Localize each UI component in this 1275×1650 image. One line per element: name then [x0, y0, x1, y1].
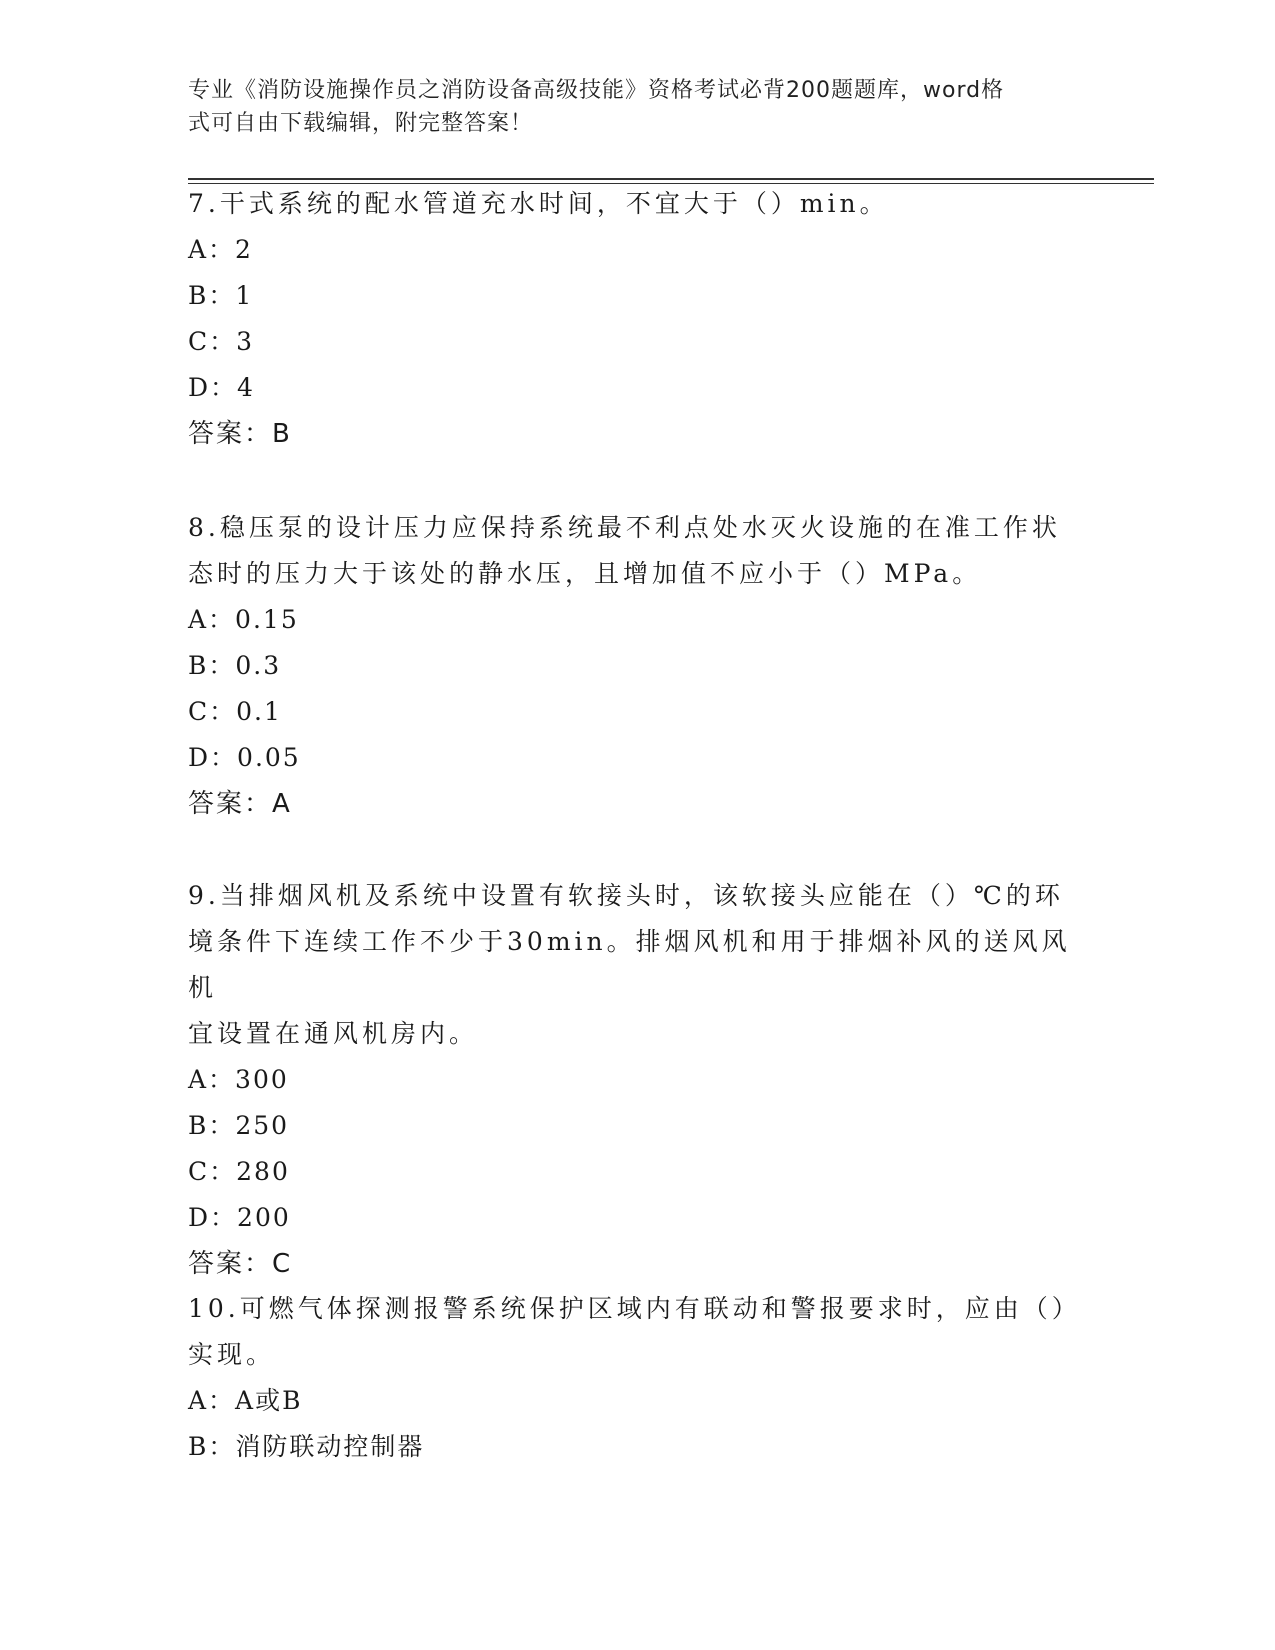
header-line-1: 专业《消防设施操作员之消防设备高级技能》资格考试必背200题题库，word格	[188, 78, 1005, 103]
answer-label: 答案：C	[188, 1249, 293, 1279]
header-divider	[188, 178, 1154, 180]
question-9	[188, 873, 1088, 1287]
option-b: B：0.3	[188, 651, 282, 680]
option-c: C：3	[188, 327, 255, 356]
question-stem-line-2: 实现。	[188, 1340, 276, 1369]
question-stem: 7.干式系统的配水管道充水时间，不宜大于（）min。	[188, 189, 889, 218]
option-b: B：250	[188, 1111, 290, 1140]
question-stem-line-1: 9.当排烟风机及系统中设置有软接头时，该软接头应能在（）℃的环	[188, 881, 1064, 910]
question-stem-line-3: 宜设置在通风机房内。	[188, 1019, 479, 1048]
answer-label: 答案：A	[188, 789, 292, 819]
option-a: A：2	[188, 235, 253, 264]
option-d: D：4	[188, 373, 255, 402]
question-stem-line-2: 境条件下连续工作不少于30min。排烟风机和用于排烟补风的送风风机	[188, 927, 1071, 1002]
option-d: D：0.05	[188, 743, 301, 772]
option-c: C：280	[188, 1157, 290, 1186]
question-8	[188, 505, 1088, 827]
question-stem-line-2: 态时的压力大于该处的静水压，且增加值不应小于（）MPa。	[188, 559, 982, 588]
question-7	[188, 181, 1088, 457]
option-d: D：200	[188, 1203, 291, 1232]
question-stem-line-1: 10.可燃气体探测报警系统保护区域内有联动和警报要求时，应由（）	[188, 1294, 1081, 1323]
option-a: A：300	[188, 1065, 289, 1094]
header-line-2: 式可自由下载编辑，附完整答案！	[188, 111, 534, 136]
option-b: B：消防联动控制器	[188, 1432, 425, 1461]
question-stem-line-1: 8.稳压泵的设计压力应保持系统最不利点处水灭火设施的在准工作状	[188, 513, 1061, 542]
question-10	[188, 1286, 1088, 1470]
option-b: B：1	[188, 281, 254, 310]
document-header	[188, 74, 1068, 140]
option-c: C：0.1	[188, 697, 282, 726]
option-a: A：0.15	[188, 605, 299, 634]
answer-label: 答案：B	[188, 419, 292, 449]
option-a: A：A或B	[188, 1386, 303, 1415]
